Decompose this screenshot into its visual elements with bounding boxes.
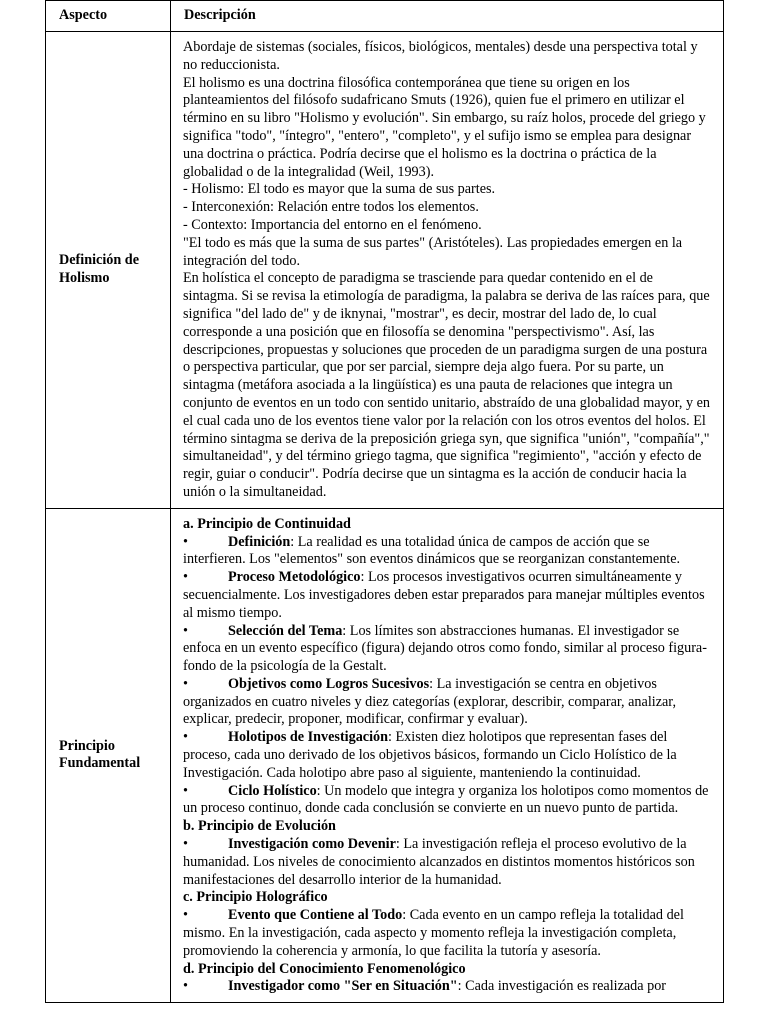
bullet-icon: • — [183, 978, 188, 995]
bullet-item — [183, 836, 711, 889]
bullet-item — [183, 729, 711, 782]
bullet-item — [183, 534, 711, 570]
bullet-icon: • — [183, 782, 188, 799]
bullet-text: : La investigación se centra en objetivos organizados en cuatro niveles y diez categorías (explorar, describir, comparar, analizar, explicar, predecir, proponer, modificar, confirmar y evaluar). — [183, 675, 677, 728]
bullet-text: : Cada evento en un campo refleja la totalidad del mismo. En la investigación, cada aspecto y momento refleja la investigación completa, promoviendo la coherencia y armonía, lo que facilita la tutoría y asesoría. — [183, 907, 684, 959]
bullet-icon: • — [183, 836, 188, 853]
holismo-table — [45, 0, 724, 1003]
description-cell — [171, 508, 724, 1003]
bullet-icon: • — [183, 729, 188, 746]
table-row — [46, 32, 724, 509]
aspect-cell: Principio Fundamental — [46, 508, 171, 1003]
bullet-term: Holotipos de Investigación — [228, 729, 389, 746]
bullet-item — [183, 676, 711, 729]
bullet-icon: • — [183, 569, 188, 586]
bullet-term: Objetivos como Logros Sucesivos — [228, 675, 430, 692]
header-aspecto: Aspecto — [46, 1, 171, 32]
bullet-text: : Un modelo que integra y organiza los holotipos como momentos de un proceso continuo, donde cada conclusión se convierte en un nuevo punto de partida. — [183, 782, 709, 817]
bullet-text: : Los límites son abstracciones humanas. El investigador se enfoca en un evento específico (figura) dejando otros como fondo, similar al proceso figura-fondo de la psicología de la Gestalt. — [183, 622, 707, 675]
bullet-icon: • — [183, 533, 188, 550]
bullet-term: Investigación como Devenir — [228, 836, 396, 853]
bullet-text: : Existen diez holotipos que representan fases del proceso, cada uno derivado de los objetivos básicos, formando un Ciclo Holístico de la Investigación. Cada holotipo abre paso al siguiente, manteniendo la continuidad. — [183, 729, 677, 781]
bullet-text: : La realidad es una totalidad única de campos de acción que se interfieren. Los "elementos" son eventos dinámicos que se reorganizan constantemente. — [183, 533, 681, 568]
bullet-item — [183, 907, 711, 960]
bullet-term: Proceso Metodológico — [228, 569, 361, 586]
bullet-text: : Cada investigación es realizada por — [457, 978, 667, 995]
bullet-item — [183, 783, 711, 819]
bullet-icon: • — [183, 675, 188, 692]
section-heading: a. Principio de Continuidad — [183, 515, 351, 532]
bullet-term: Definición — [228, 533, 291, 550]
bullet-icon: • — [183, 907, 188, 924]
bullet-term: Ciclo Holístico — [228, 782, 317, 799]
bullet-icon: • — [183, 622, 188, 639]
text-line: Abordaje de sistemas (sociales, físicos, biológicos, mentales) desde una perspectiva total y no reduccionista. — [183, 39, 698, 73]
section-heading: d. Principio del Conocimiento Fenomenológico — [183, 960, 466, 977]
section-heading: c. Principio Holográfico — [183, 889, 328, 906]
text-line: - Holismo: El todo es mayor que la suma de sus partes. — [183, 181, 496, 198]
text-line: El holismo es una doctrina filosófica contemporánea que tiene su origen en los planteamientos del filósofo sudafricano Smuts (1926), quien fue el primero en utilizar el término en su libro "Holismo y evolución". Sin embargo, su raíz holos, procede del griego y significa "todo", "íntegro", "entero", "completo", y el sufijo ismo se emplea para designar una doctrina o práctica. Podría decirse que el holismo es la doctrina o práctica de la globalidad o de la integralidad (Weil, 1993). — [183, 74, 706, 180]
bullet-text: : Los procesos investigativos ocurren simultáneamente y secuencialmente. Los investigadores deben estar preparados para manejar múltiples eventos al mismo tiempo. — [183, 569, 705, 621]
bullet-item — [183, 623, 711, 676]
header-descripcion: Descripción — [171, 1, 724, 32]
text-line: En holística el concepto de paradigma se trasciende para quedar contenido en el de sintagma. Si se revisa la etimología de paradigma, la palabra se deriva de las raíces para, que significa "del lado de" y de iknynai, "mostrar", es decir, mostrar del lado de, lo cual corresponde a una posición que en filosofía se denomina "perspectivismo". Así, las descripciones, propuestas y soluciones que proceden de un paradigma surgen de una postura o perspectiva particular, que por ser parcial, siempre deja algo fuera. Por su parte, un sintagma (metáfora asociada a la lingüística) es una pauta de relaciones que integra un conjunto de eventos en un todo con sentido unitario, abstraído de una globalidad mayor, y en el cual cada uno de los eventos tiene valor por la relación con los otros eventos del holos. El término sintagma se deriva de la preposición griega syn, que significa "unión", "compañía"," simultaneidad", y del término griego tagma, que significa "regimiento", "acción y efecto de regir, guiar o conducir". Podría decirse que un sintagma es la acción de conducir hacia la unión o la simultaneidad. — [183, 270, 711, 500]
text-line: "El todo es más que la suma de sus partes" (Aristóteles). Las propiedades emergen en la integración del todo. — [183, 234, 683, 269]
bullet-item — [183, 569, 711, 622]
aspect-cell: Definición de Holismo — [46, 32, 171, 509]
bullet-term: Evento que Contiene al Todo — [228, 907, 403, 924]
header-row — [46, 1, 724, 32]
description-cell — [171, 32, 724, 509]
table-row — [46, 508, 724, 1003]
text-line: - Contexto: Importancia del entorno en el fenómeno. — [183, 216, 482, 233]
bullet-item — [183, 978, 711, 996]
bullet-term: Selección del Tema — [228, 622, 343, 639]
text-line: - Interconexión: Relación entre todos los elementos. — [183, 199, 479, 216]
bullet-term: Investigador como "Ser en Situación" — [228, 978, 458, 995]
bullet-text: : La investigación refleja el proceso evolutivo de la humanidad. Los niveles de conocimiento alcanzados en distintos momentos históricos son manifestaciones del desarrollo interior de la humanidad. — [183, 836, 695, 888]
section-heading: b. Principio de Evolución — [183, 818, 336, 835]
document-page — [45, 0, 723, 1003]
